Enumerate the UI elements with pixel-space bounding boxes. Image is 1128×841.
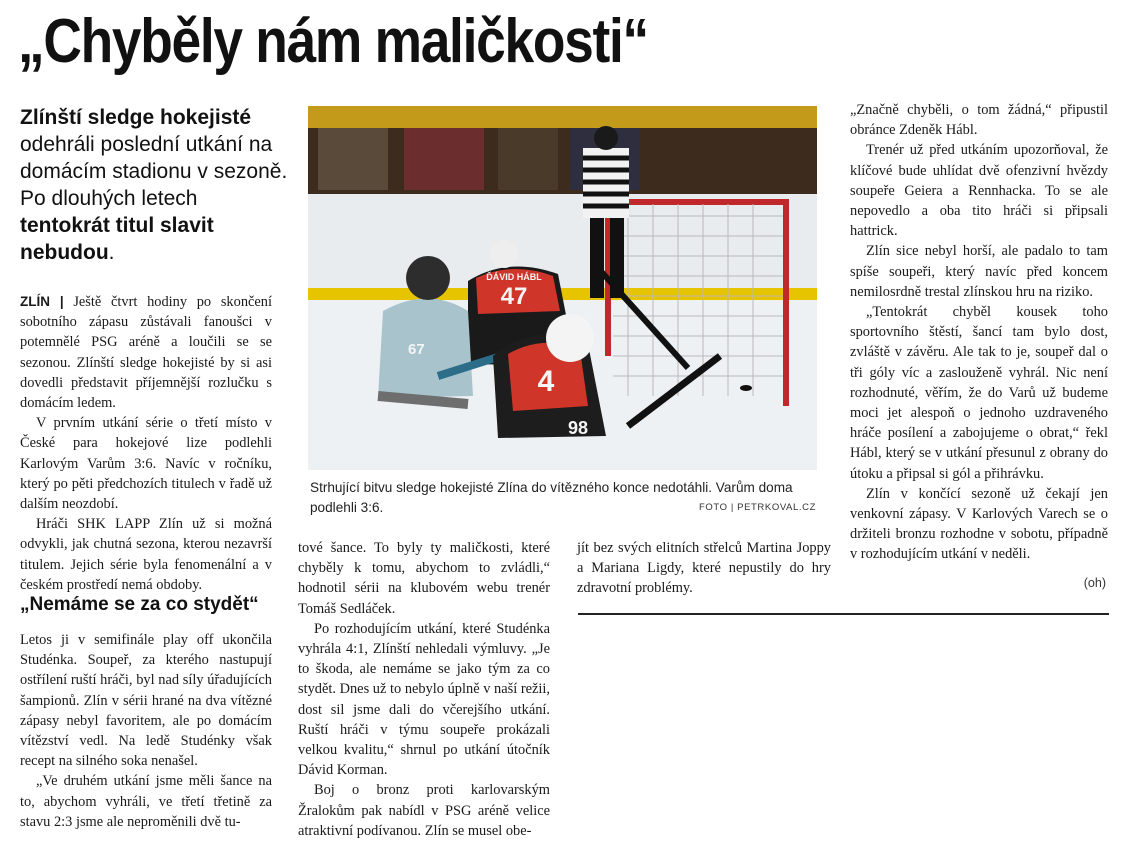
article-column-1 (20, 292, 272, 595)
author-signature: (oh) (1083, 576, 1106, 590)
paragraph: Letos ji v semifinále play off ukončila Studénka. Soupeř, za kterého nastupují ostřílení ruští hráči, byl nad síly úřadujících šampionů. Zlín v sérii hrané na dva vítězné zápasy nebyl favoritem, ale po domácím vítězství vedl. Na ledě Studénky však recept na silného soka nenašel. (20, 632, 272, 770)
paragraph: tové šance. To byly ty maličkosti, které chyběly k tomu, abychom to zvládli,“ hodnotil sérii na klubovém webu trenér Tomáš Sedláček. (298, 540, 550, 617)
deck (20, 104, 290, 266)
paragraph: Hráči SHK LAPP Zlín už si možná odvykli, jak chutná sezona, kterou nezavrší titulem. Jejich série byla fenomenální a v českém prostředí nemá obdoby. (20, 516, 272, 593)
paragraph: Boj o bronz proti karlovarským Žralokům pak nabídl v PSG aréně velice atraktivní podívanou. Zlín se musel obe- (298, 782, 550, 839)
jersey-name: ĎÁVID HÁBL (486, 272, 542, 282)
deck-bold-tail: tentokrát titul slavit nebudou (20, 214, 214, 264)
article-column-3 (577, 538, 831, 599)
deck-bold-lead: Zlínští sledge hokejisté (20, 106, 252, 129)
headline: „Chyběly nám maličkosti“ (18, 7, 648, 76)
paragraph: Zlín v končící sezoně už čekají jen venkovní zápasy. V Karlových Varech se o držiteli bronzu rozhodne v sobotu, případně v rozhodujícím utkání v neděli. (850, 485, 1108, 563)
jersey-number-47: 47 (500, 283, 528, 310)
paragraph-text: Ještě čtvrt hodiny po skončení sobotního zápasu zůstávali fanoušci v potemnělé PSG aréně a loučili se se sezonou. Zlínští sledge hokejisté by si asi dovedli představit příjemnější rozlučku s domácím ledem. (20, 294, 272, 412)
paragraph: Zlín sice nebyl horší, ale padalo to tam spíše soupeři, který navíc před koncem nemilosrdně trestal zlínskou hru na riziko. (850, 243, 1108, 300)
paragraph: „Značně chyběli, o tom žádná,“ připustil obránce Zdeněk Hábl. (850, 102, 1108, 139)
paragraph: jít bez svých elitních střelců Martina Joppy a Mariana Ligdy, které nepustily do hry zdravotní problémy. (577, 540, 831, 597)
article-column-4 (850, 100, 1108, 565)
article-column-1b (20, 630, 272, 832)
jersey-number-4: 4 (537, 365, 555, 398)
hockey-scene-illustration (308, 106, 817, 470)
deck-text: odehráli poslední utkání na domácím stadionu v sezoně. Po dlouhých letech (20, 133, 288, 210)
jersey-number-98: 98 (568, 418, 589, 438)
paragraph: „Tentokrát chyběl kousek toho sportovního štěstí, šancí tam bylo dost, zvláště v závěru. Ale tak to je, soupeř dal o tři góly víc a zaslouženě vyhrál. Nic není rozhodnuté, věřím, že do Varů už budeme moci jet alespoň o jednoho uzdraveného hráče posílení a zabojujeme o obrat,“ řekl Hábl, který se v utkání přesunul z obrany do útoku a připsal si gól a přihrávku. (850, 304, 1108, 482)
paragraph: Trenér už před utkáním upozorňoval, že klíčové bude uhlídat dvě ofenzivní hvězdy soupeře Geiera a Rennhacka. To se ale nepovedlo a oba tito hráči si připsali hattrick. (850, 142, 1108, 240)
paragraph: „Ve druhém utkání jsme měli šance na to, abychom vyhráli, ve třetí třetině za stavu 2:3 jsme ale neproměnili dvě tu- (20, 773, 272, 830)
photo-credit: FOTO | PETRKOVAL.CZ (699, 502, 816, 513)
paragraph: V prvním utkání série o třetí místo v České para hokejové lize podlehli Karlovým Varům 3:6. Navíc v ročníku, který po pěti předchozích titulech v řadě už dalším neozdobí. (20, 415, 272, 513)
hockey-photo (308, 106, 817, 470)
article-column-2 (298, 538, 550, 841)
deck-end: . (108, 241, 115, 264)
paragraph: Po rozhodujícím utkání, které Studénka vyhrála 4:1, Zlínští nehledali výmluvy. „Je to škoda, ale nemáme se jako tým za co stydět. Dnes už to nebylo úplně v naší režii, dost sil jsme dali do včerejšího utkání. Ruští hráči v týmu soupeře prokázali velkou kvalitu,“ shrnul po utkání útočník Dávid Korman. (298, 620, 550, 779)
jersey-number-67: 67 (408, 341, 425, 358)
dateline: ZLÍN | (20, 294, 64, 309)
section-divider (578, 613, 1109, 615)
photo-caption: Strhující bitvu sledge hokejisté Zlína do vítězného konce nedotáhli. Varům doma podlehli 3:6. (310, 480, 793, 515)
paragraph (20, 292, 272, 413)
subheading: „Nemáme se za co stydět“ (20, 594, 259, 615)
